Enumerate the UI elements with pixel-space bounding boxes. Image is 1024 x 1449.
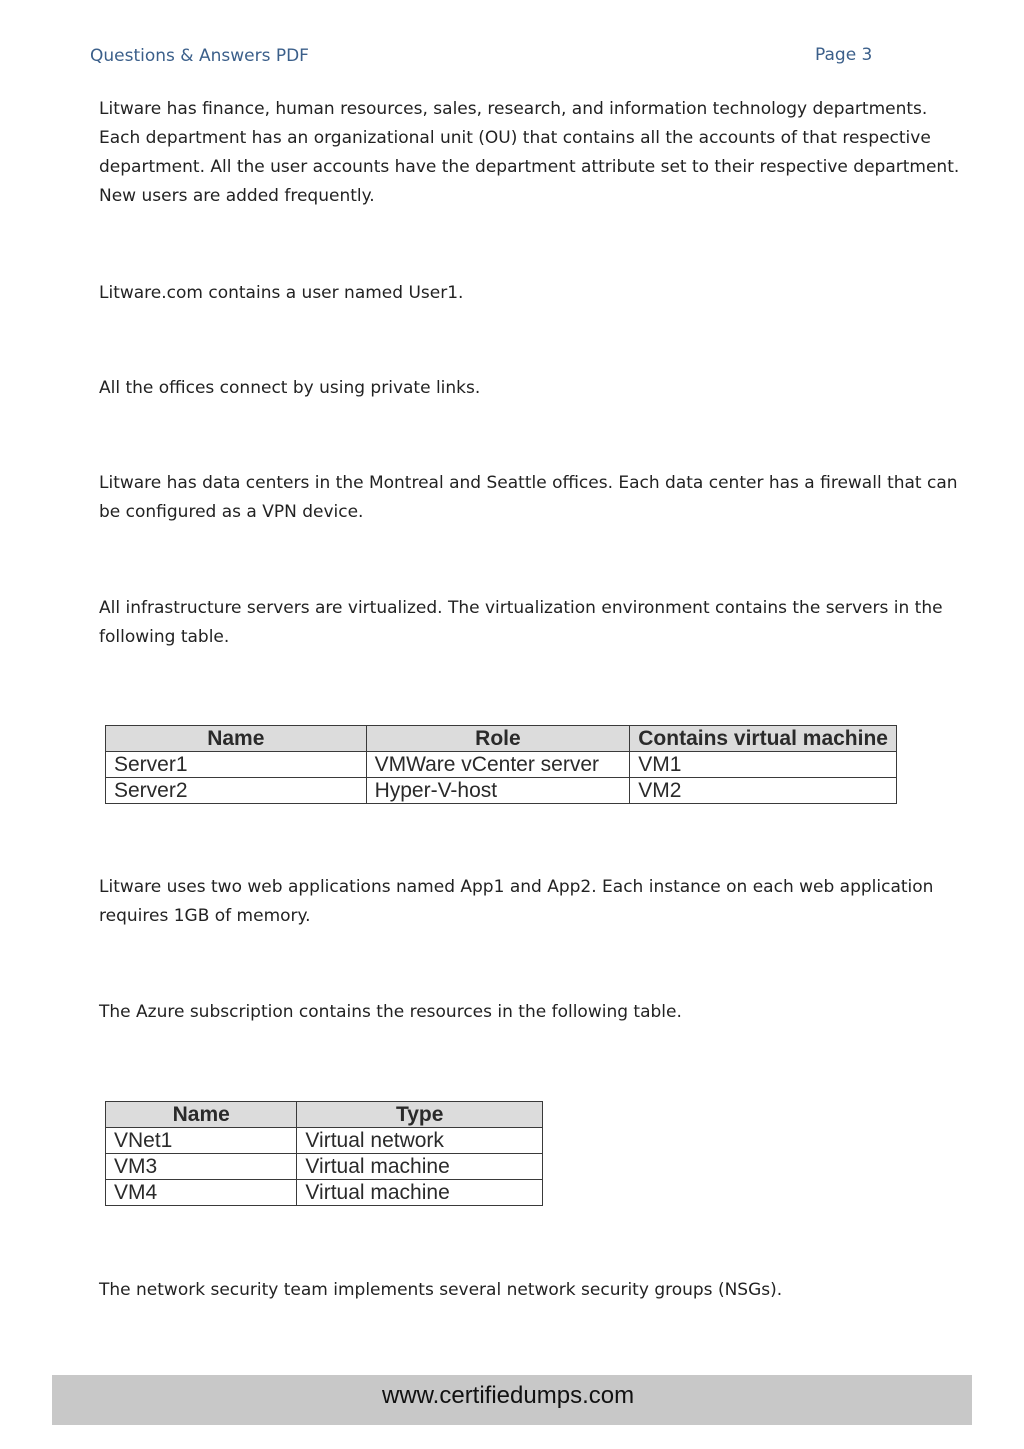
footer-website-link[interactable]: www.certifiedumps.com [382,1382,635,1409]
column-header: Name [106,1102,297,1128]
table-row [106,1154,543,1180]
paragraph-data-centers: Litware has data centers in the Montreal and Seattle offices. Each data center has a firewall that can be configured as a VPN device. [99,473,958,522]
table-cell: VM4 [106,1180,297,1206]
table-cell: VM2 [630,778,897,804]
table-cell: VM1 [630,752,897,778]
servers-table [105,725,897,804]
paragraph-nsgs: The network security team implements several network security groups (NSGs). [99,1280,783,1300]
resources-table [105,1101,543,1206]
column-header: Name [106,726,367,752]
table-row [106,752,897,778]
column-header: Role [366,726,630,752]
table-row [106,1180,543,1206]
column-header: Type [297,1102,543,1128]
paragraph-departments: Litware has finance, human resources, sales, research, and information technology departments. Each department has an organizational unit (OU) that contains all the accounts of that respective department. All the user accounts have the department attribute set to their respective department. New users are added frequently. [99,99,960,206]
table-cell: VMWare vCenter server [366,752,630,778]
table-cell: Server2 [106,778,367,804]
paragraph-private-links: All the offices connect by using private links. [99,378,481,398]
paragraph-virtualization: All infrastructure servers are virtualized. The virtualization environment contains the servers in the following table. [99,598,943,647]
table-cell: VNet1 [106,1128,297,1154]
paragraph-azure-subscription: The Azure subscription contains the resources in the following table. [99,1002,682,1022]
table-header-row [106,1102,543,1128]
table-cell: Virtual machine [297,1154,543,1180]
paragraph-web-apps: Litware uses two web applications named App1 and App2. Each instance on each web application requires 1GB of memory. [99,877,934,926]
table-cell: Hyper-V-host [366,778,630,804]
table-cell: Virtual machine [297,1180,543,1206]
table-header-row [106,726,897,752]
table-cell: Server1 [106,752,367,778]
page-number: Page 3 [815,45,873,65]
table-cell: Virtual network [297,1128,543,1154]
table-row [106,1128,543,1154]
paragraph-user1: Litware.com contains a user named User1. [99,283,464,303]
header-title: Questions & Answers PDF [90,46,309,66]
column-header: Contains virtual machine [630,726,897,752]
table-cell: VM3 [106,1154,297,1180]
table-row [106,778,897,804]
